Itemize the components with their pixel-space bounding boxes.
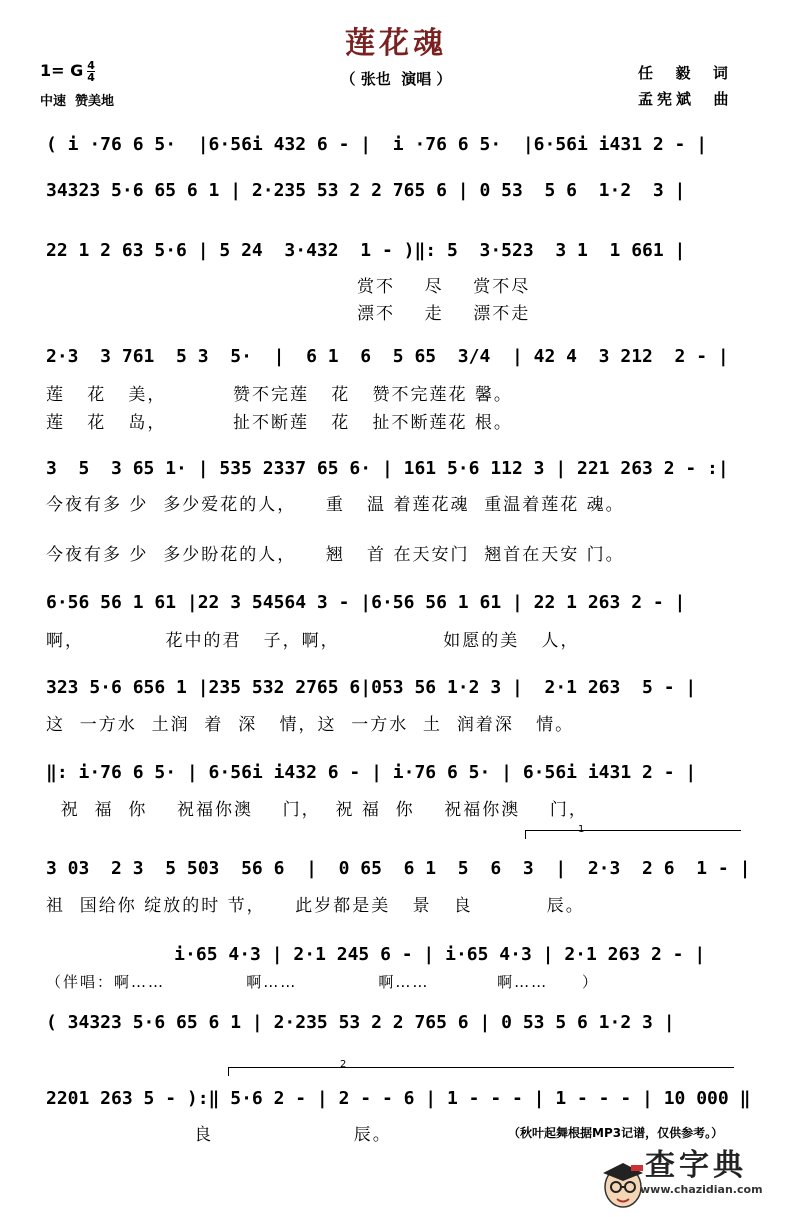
lyric-line-4b: 莲 花 岛， 扯不断莲 花 扯不断莲花 根。 bbox=[46, 413, 513, 433]
score-line-7: 323 5·6 656 1 |235 532 2765 6|053 56 1·2 3 | 2·1 263 5 - | bbox=[46, 677, 697, 698]
score-line-1: ( i ·76 6 5· |6·56i 432 6 - | i ·76 6 5· |6·56i i431 2 - | bbox=[46, 134, 708, 155]
lyric-line-7: 这 一方水 土润 着 深 情，这 一方水 土 润着深 情。 bbox=[46, 715, 575, 735]
lyric-line-5a: 今夜有多 少 多少爱花的人， 重 温 着莲花魂 重温着莲花 魂。 bbox=[46, 495, 625, 515]
score-line-10: i·65 4·3 | 2·1 245 6 - | i·65 4·3 | 2·1 263 2 - | bbox=[120, 944, 706, 965]
time-numerator: 4 bbox=[87, 59, 95, 72]
lyric-line-5b: 今夜有多 少 多少盼花的人， 翘 首 在天安门 翘首在天安 门。 bbox=[46, 545, 625, 565]
lyricist-credit: 任 毅 词 bbox=[638, 64, 732, 82]
score-line-9: 3 03 2 3 5 503 56 6 | 0 65 6 1 5 6 3 | 2·3 2 6 1 - | bbox=[46, 858, 751, 879]
volta-bracket-1 bbox=[525, 830, 741, 839]
score-line-11: ( 34323 5·6 65 6 1 | 2·235 53 2 2 765 6 | 0 53 5 6 1·2 3 | bbox=[46, 1012, 675, 1033]
score-line-12: 2201 263 5 - ):‖ 5·6 2 - | 2 - - 6 | 1 - - - | 1 - - - | 10 000 ‖ bbox=[46, 1088, 751, 1109]
lyric-line-9: 祖 国给你 绽放的时 节， 此岁都是美 景 良 辰。 bbox=[46, 896, 585, 916]
lyric-line-4a: 莲 花 美， 赞不完莲 花 赞不完莲花 馨。 bbox=[46, 385, 513, 405]
score-line-8: ‖: i·76 6 5· | 6·56i i432 6 - | i·76 6 5· | 6·56i i431 2 - | bbox=[46, 762, 697, 783]
time-denominator: 4 bbox=[87, 71, 95, 84]
tempo-marking: 中速 赞美地 bbox=[40, 94, 115, 109]
key-label: 1= G bbox=[40, 61, 84, 80]
volta-bracket-2 bbox=[228, 1067, 734, 1076]
lyric-line-6: 啊， 花中的君 子，啊， 如愿的美 人， bbox=[46, 631, 580, 651]
volta-number-1: 1 bbox=[578, 824, 585, 835]
score-line-5: 3 5 3 65 1· | 535 2337 65 6· | 161 5·6 112 3 | 221 263 2 - :| bbox=[46, 458, 729, 479]
time-signature bbox=[87, 60, 95, 83]
composer-credit: 孟宪斌 曲 bbox=[638, 90, 733, 108]
logo-mascot-icon bbox=[588, 1138, 638, 1194]
lyric-line-8: 祝 福 你 祝福你澳 门， 祝 福 你 祝福你澳 门， bbox=[46, 800, 588, 820]
lyric-line-12: 良 辰。 bbox=[46, 1125, 392, 1145]
score-line-4: 2·3 3 761 5 3 5· | 6 1 6 5 65 3/4 | 42 4 3 212 2 - | bbox=[46, 346, 729, 367]
transcription-footnote: （秋叶起舞根据MP3记谱，仅供参考。） bbox=[508, 1126, 724, 1140]
singer-subtitle: （ 张也 演唱 ） bbox=[340, 70, 452, 88]
score-line-6: 6·56 56 1 61 |22 3 54564 3 - |6·56 56 1 61 | 22 1 263 2 - | bbox=[46, 592, 686, 613]
lyric-line-10: （伴唱：啊…… 啊…… 啊…… 啊…… ） bbox=[46, 973, 599, 991]
lyric-line-3a: 赏不 尽 赏不尽 bbox=[46, 277, 531, 297]
song-title: 莲花魂 bbox=[345, 26, 447, 61]
key-signature bbox=[40, 60, 95, 83]
logo-url: www.chazidian.com bbox=[640, 1183, 763, 1196]
score-line-3: 22 1 2 63 5·6 | 5 24 3·432 1 - )‖: 5 3·523 3 1 1 661 | bbox=[46, 240, 686, 261]
score-line-2: 34323 5·6 65 6 1 | 2·235 53 2 2 765 6 | 0 53 5 6 1·2 3 | bbox=[46, 180, 686, 201]
volta-number-2: 2 bbox=[340, 1059, 347, 1070]
lyric-line-3b: 漂不 走 漂不走 bbox=[46, 304, 531, 324]
logo-brand-name: 查字典 bbox=[645, 1148, 747, 1183]
